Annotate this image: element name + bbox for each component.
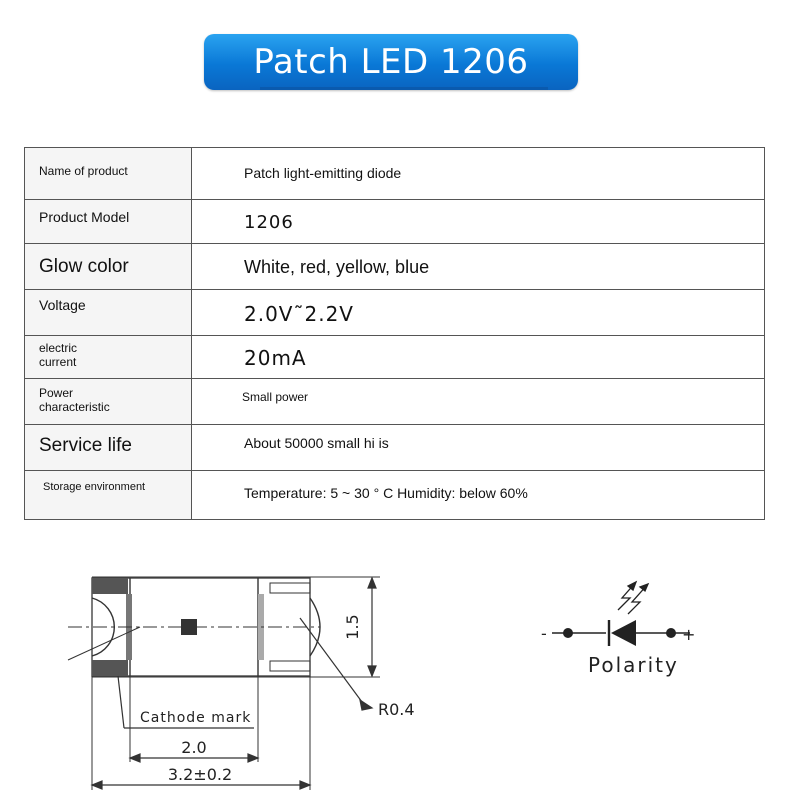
spec-row-product-model xyxy=(25,200,765,244)
spec-row-power-characteristic xyxy=(25,379,765,425)
inner-arrow-left xyxy=(130,754,140,762)
spec-value: Patch light-emitting diode xyxy=(244,165,402,181)
cathode-mark-top xyxy=(92,578,128,594)
inner-width-label: 2.0 xyxy=(181,738,207,757)
spec-row-product-name xyxy=(25,148,765,200)
diode-triangle xyxy=(611,620,636,646)
polarity-plus-sign: + xyxy=(682,625,696,644)
spec-value: Small power xyxy=(242,390,309,404)
polarity-label: Polarity xyxy=(588,653,679,677)
spec-label: Power characteristic xyxy=(39,386,110,414)
spec-label: Glow color xyxy=(39,256,129,277)
spec-value: 20mA xyxy=(244,346,307,370)
dimension-diagram xyxy=(0,540,800,800)
spec-value: About 50000 small hi is xyxy=(244,435,389,451)
total-arrow-right xyxy=(300,781,310,789)
spec-table xyxy=(24,147,765,520)
spec-value: 2.0V˜2.2V xyxy=(244,302,354,326)
cathode-mark-label: Cathode mark xyxy=(140,710,252,726)
polarity-symbol xyxy=(541,582,695,646)
spec-label-cell xyxy=(25,471,192,520)
spec-value: White, red, yellow, blue xyxy=(244,257,430,277)
spec-value-cell xyxy=(192,148,765,200)
spec-value-cell xyxy=(192,379,765,425)
spec-label-cell xyxy=(25,148,192,200)
spec-row-glow-color xyxy=(25,244,765,290)
page-title: Patch LED 1206 xyxy=(253,42,529,82)
total-arrow-left xyxy=(92,781,102,789)
radius-arrow xyxy=(360,700,372,710)
polarity-minus-sign: - xyxy=(541,624,547,643)
spec-label-cell xyxy=(25,425,192,471)
spec-value: Temperature: 5 ~ 30 ° C Humidity: below 60% xyxy=(244,485,528,501)
spec-row-service-life xyxy=(25,425,765,471)
title-underline xyxy=(260,87,548,90)
spec-label: Service life xyxy=(39,435,132,456)
spec-label: Voltage xyxy=(39,297,86,313)
cathode-leader-line xyxy=(118,676,124,728)
inner-arrow-right xyxy=(248,754,258,762)
height-arrow-top xyxy=(368,578,376,588)
height-arrow-bottom xyxy=(368,666,376,676)
spec-label: Name of product xyxy=(39,164,128,178)
polarity-terminal-left xyxy=(563,628,573,638)
spec-label-cell xyxy=(25,244,192,290)
spec-label-cell xyxy=(25,200,192,244)
spec-row-storage-environment xyxy=(25,471,765,520)
spec-label-cell xyxy=(25,290,192,336)
spec-row-voltage xyxy=(25,290,765,336)
spec-value-cell xyxy=(192,244,765,290)
polarity-terminal-right xyxy=(666,628,676,638)
anode-tab-bottom xyxy=(270,661,310,671)
emission-arrowhead-2 xyxy=(640,584,648,591)
spec-label: Storage environment xyxy=(43,481,146,493)
height-dim-label: 1.5 xyxy=(343,614,362,640)
cathode-mark-bottom xyxy=(92,660,128,676)
light-emission-arrows-icon xyxy=(618,582,648,614)
radius-dim-label: R0.4 xyxy=(378,700,415,719)
spec-row-electric-current xyxy=(25,336,765,379)
anode-tab-top xyxy=(270,583,310,593)
total-width-label: 3.2±0.2 xyxy=(167,765,233,784)
spec-value-cell xyxy=(192,200,765,244)
spec-label: Product Model xyxy=(39,209,130,225)
height-dimension xyxy=(368,578,376,676)
spec-value: 1206 xyxy=(244,212,294,233)
spec-label-cell xyxy=(25,379,192,425)
spec-label: electric current xyxy=(39,341,78,369)
spec-value-cell xyxy=(192,290,765,336)
spec-value-cell xyxy=(192,336,765,379)
spec-value-cell xyxy=(192,425,765,471)
spec-value-cell xyxy=(192,471,765,520)
title-banner xyxy=(204,34,578,90)
spec-label-cell xyxy=(25,336,192,379)
